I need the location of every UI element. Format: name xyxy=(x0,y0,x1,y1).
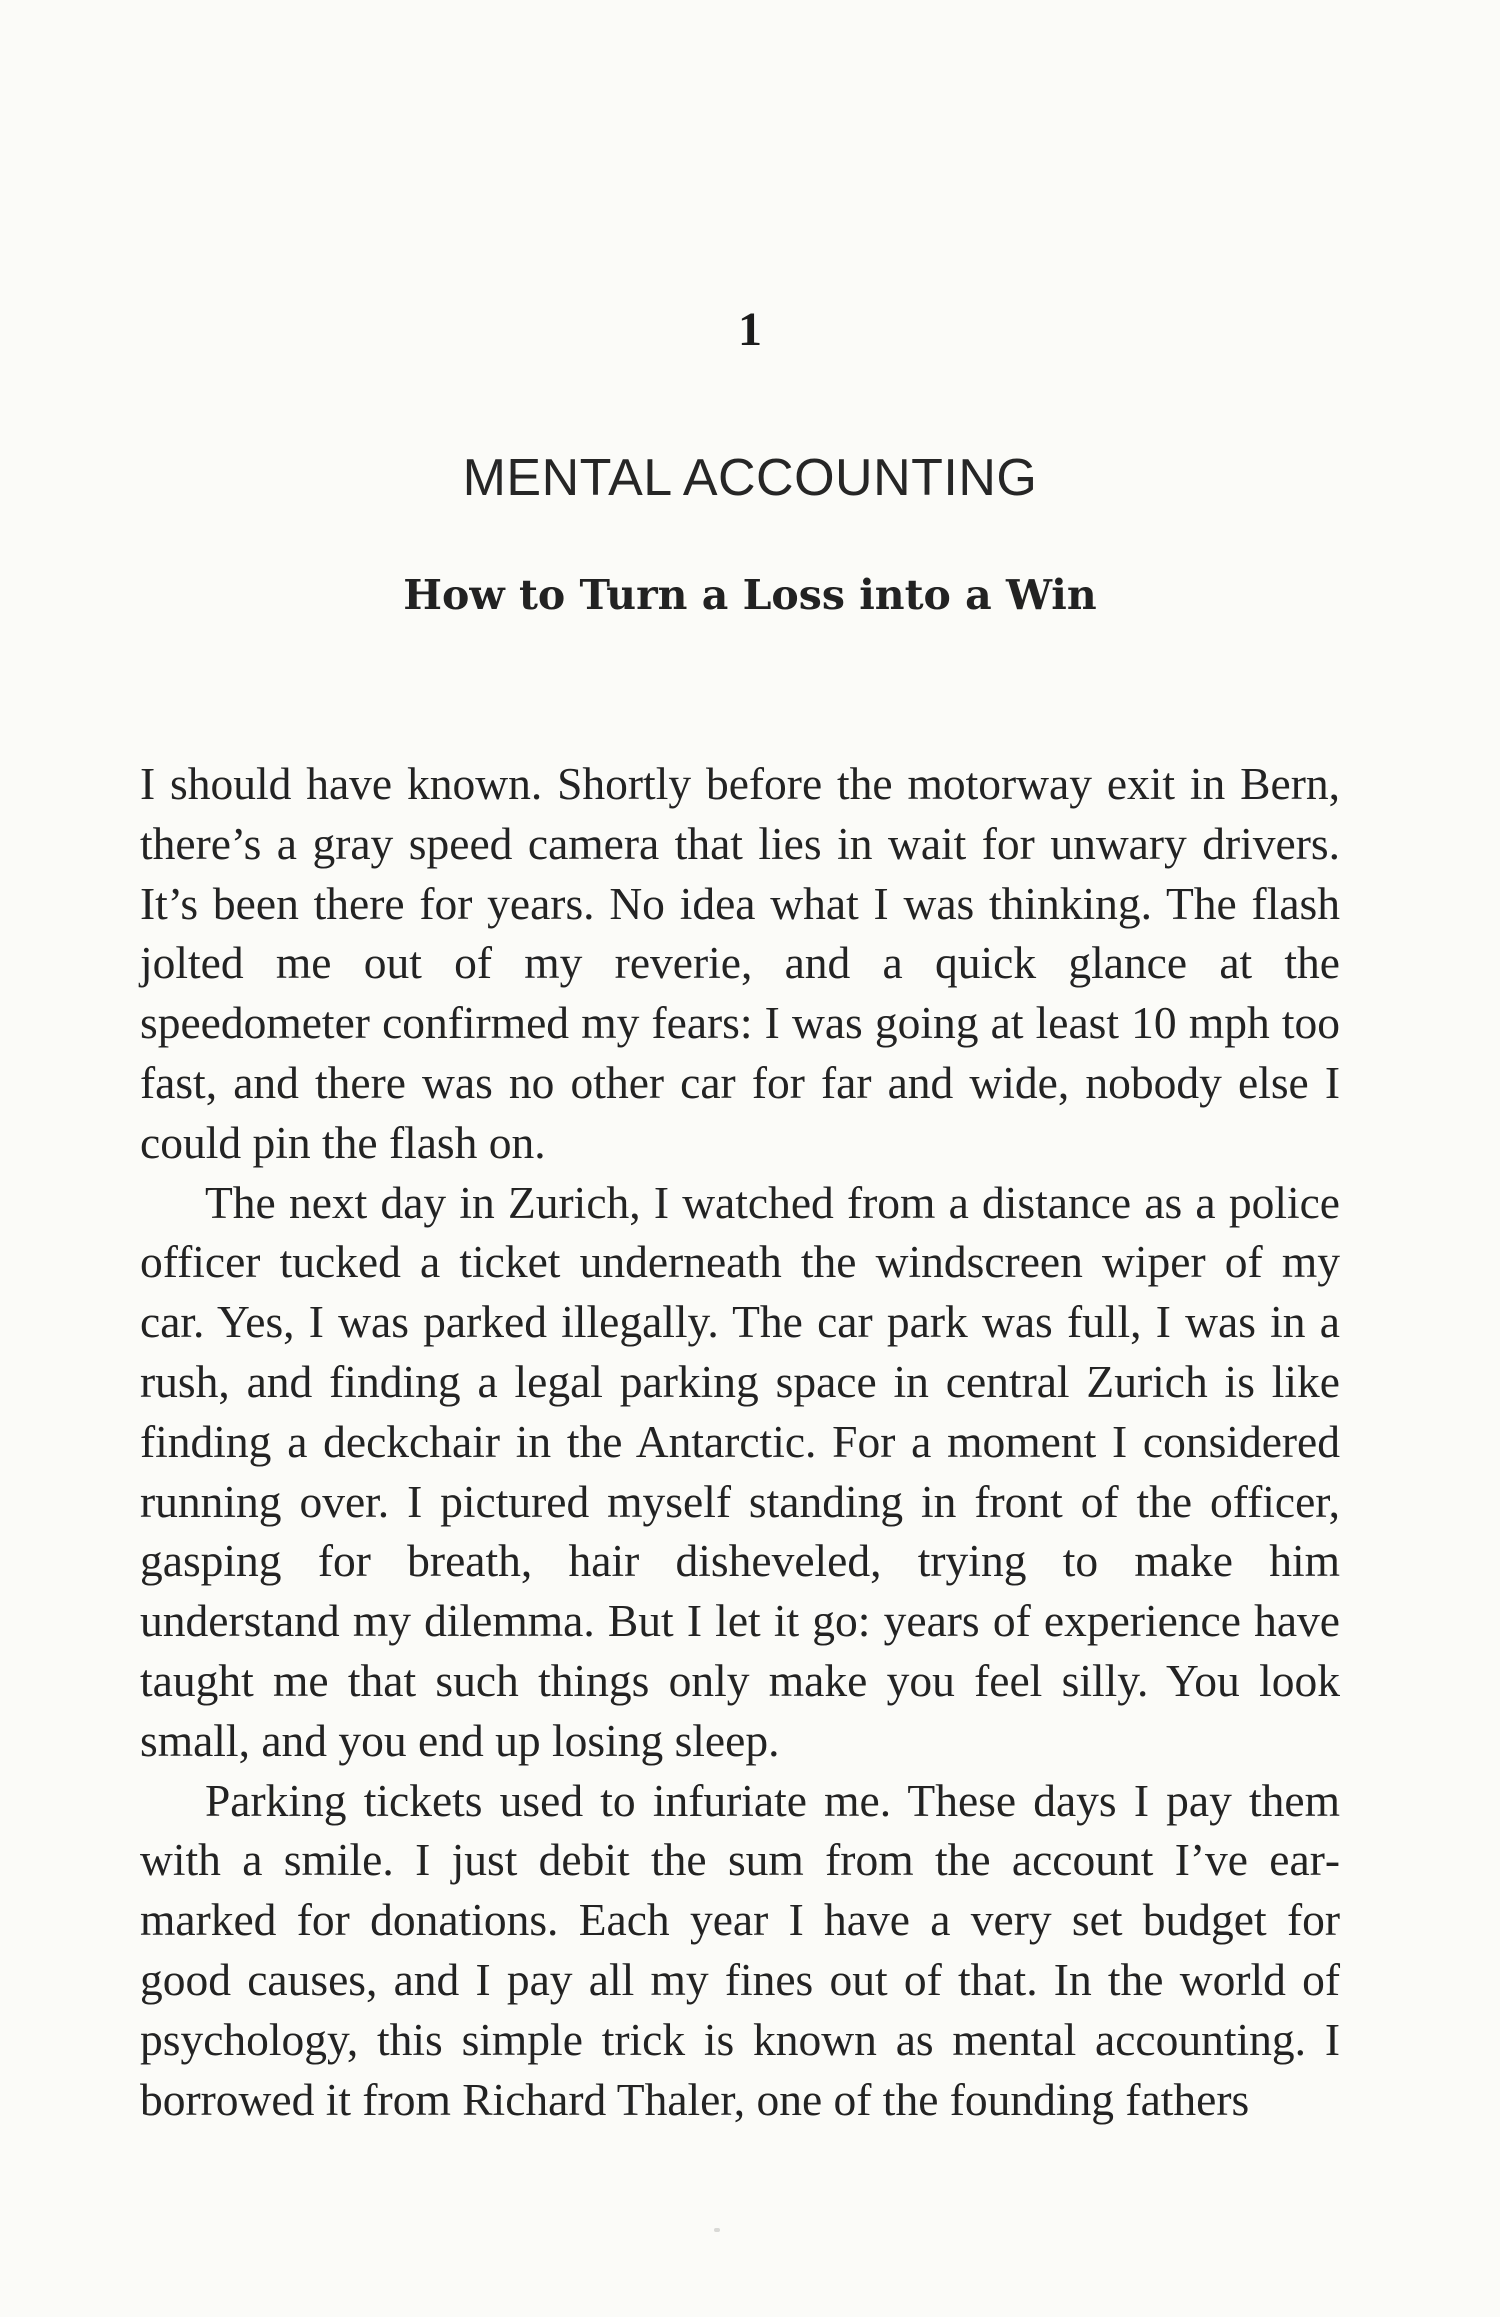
chapter-number: 1 xyxy=(738,303,762,356)
chapter-subtitle: How to Turn a Loss into a Win xyxy=(403,571,1097,619)
chapter-title: MENTAL ACCOUNTING xyxy=(462,449,1038,507)
paragraph: I should have known. Shortly before the motorway exit in Bern, there’s a gray speed camera that lies in wait for unwary drivers. It’s been there for years. No idea what I was thinking. The flash jolted me out of my reverie, and a quick glance at the speedometer confirmed my fears: I was going at least 10 mph too fast, and there was no other car for far and wide, nobody else I could pin the flash on. xyxy=(140,758,1340,1168)
print-speck xyxy=(714,2228,720,2232)
paragraph: Parking tickets used to infuriate me. These days I pay them with a smile. I just debit the sum from the account I’ve earmarked for donations. Each year I have a very set budget for good causes, and I pay all my fines out of that. In the world of psychology, this simple trick is known as mental accounting. I borrowed it from Richard Thaler, one of the founding fathers xyxy=(140,1774,1340,2125)
paragraph: The next day in Zurich, I watched from a distance as a police officer tucked a ticket underneath the windscreen wiper of my car. Yes, I was parked illegally. The car park was full, I was in a rush, and finding a legal parking space in central Zurich is like finding a deckchair in the Antarctic. For a moment I considered running over. I pictured myself standing in front of the officer, gasping for breath, hair disheveled, trying to make him understand my dilemma. But I let it go: years of experience have taught me that such things only make you feel silly. You look small, and you end up losing sleep. xyxy=(140,1176,1340,1766)
body-text xyxy=(140,754,1340,2129)
